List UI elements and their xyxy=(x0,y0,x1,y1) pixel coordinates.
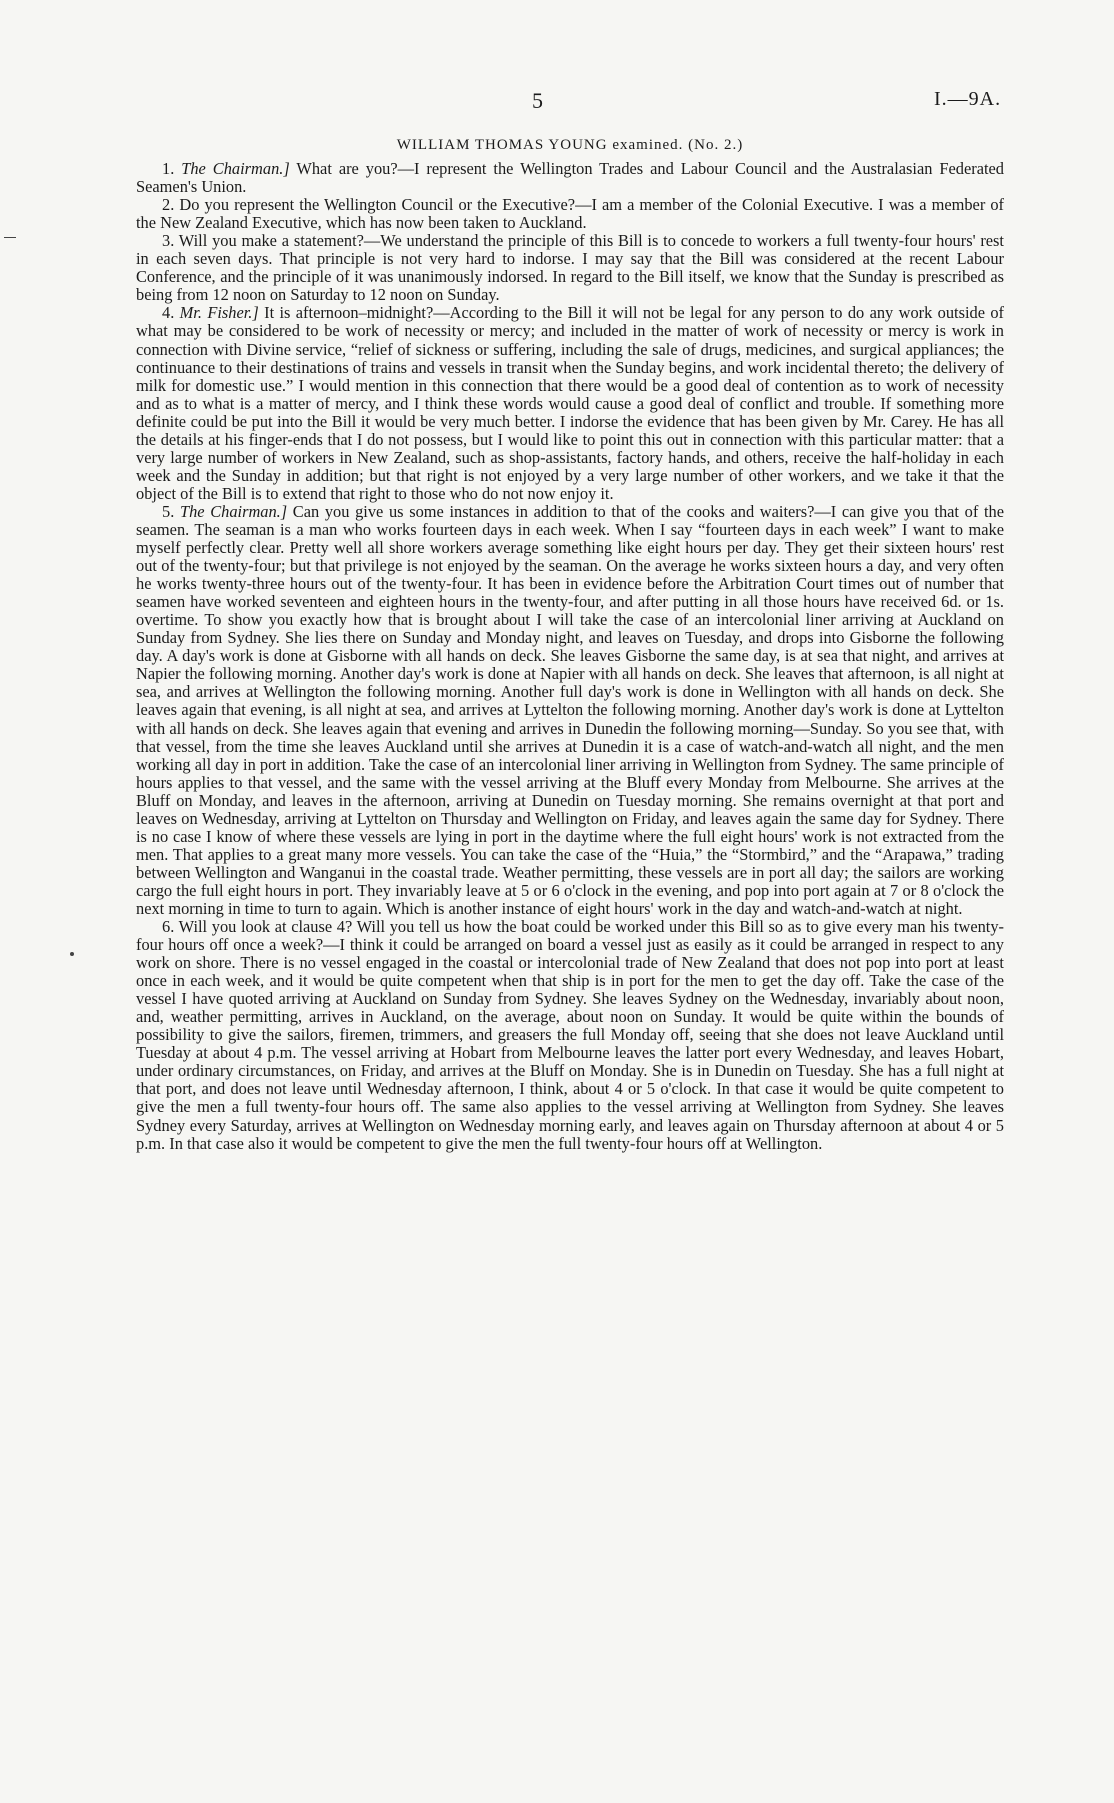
paragraph-text: It is afternoon–midnight?—According to the Bill it will not be legal for any person to do any work outside of what may be considered to be work of necessity or mercy; and included in the matter of work of necessity or mercy is work in connection with Divine service, “relief of sickness or suffering, including the sale of drugs, medicines, and surgical appliances; the continuance to their destinations of trains and vessels in transit when the Sunday begins, and work incidental thereto; the delivery of milk for domestic use.” I would mention in this connection that there would be a good deal of contention as to work of necessity and as to what is a matter of mercy, and I think these words would cause a good deal of conflict and trouble. If something more definite could be put into the Bill it would be very much better. I indorse the evidence that has been given by Mr. Carey. He has all the details at his finger-ends that I do not possess, but I would like to point this out in connection with this particular matter: that a very large number of workers in New Zealand, such as shop-assistants, factory hands, and others, receive the half-holiday in each week and the Sunday in addition; but that right is not enjoyed by a very large number of other workers, and we take it that the object of the Bill is to extend that right to those who do not now enjoy it. xyxy=(136,303,1004,503)
paragraph-number: 2. xyxy=(162,195,175,215)
document-reference: I.—9A. xyxy=(934,88,1002,110)
paragraph-text: Do you represent the Wellington Council or the Executive?—I am a member of the Colonial Executive. I was a member of the New Zealand Executive, which has now been taken to Auckland. xyxy=(136,195,1004,233)
margin-mark xyxy=(4,237,16,238)
paragraph-number: 4. xyxy=(162,303,175,323)
paragraph-text: Will you make a statement?—We understand the principle of this Bill is to concede to workers a full twenty-four hours' rest in each seven days. That principle is not very hard to indorse. I may say that the Bill was considered at the recent Labour Conference, and the principle of it was unanimously indorsed. In regard to the Bill itself, we know that the Sunday is prescribed as being from 12 noon on Saturday to 12 noon on Sunday. xyxy=(136,231,1004,305)
body-text xyxy=(136,136,1004,1153)
speaker: The Chairman.] xyxy=(179,501,288,521)
paragraph-number: 6. xyxy=(162,917,175,937)
paragraph xyxy=(136,503,1004,918)
paragraph-text: Can you give us some instances in addition to that of the cooks and waiters?—I can give you that of the seamen. The seaman is a man who works fourteen days in each week. When I say “fourteen days in each week” I want to make myself perfectly clear. Pretty well all shore workers average something like eight hours per day. They get their sixteen hours' rest out of the twenty-four; but that privilege is not enjoyed by the seaman. On the average he works sixteen hours a day, and very often he works twenty-three hours out of the twenty-four. It has been in evidence before the Arbitration Court times out of number that seamen have worked seventeen and eighteen hours in the twenty-four, and after putting in all those hours have received 6d. or 1s. overtime. To show you exactly how that is brought about I will take the case of an intercolonial liner arriving at Auckland on Sunday from Sydney. She lies there on Sunday and Monday night, and leaves on Tuesday, and drops into Gisborne the following day. A day's work is done at Gisborne with all hands on deck. She leaves Gisborne the same day, is at sea that night, and arrives at Napier the following morning. Another day's work is done at Napier with all hands on deck. She leaves that afternoon, is all night at sea, and arrives at Wellington the following morning. Another full day's work is done in Wellington with all hands on deck. She leaves again that evening, is all night at sea, and arrives at Lyttelton the following morning. Another day's work is done at Lyttelton with all hands on deck. She leaves again that evening and arrives in Dunedin the following morning—Sunday. So you see that, with that vessel, from the time she leaves Auckland until she arrives at Dunedin it is a case of watch-and-watch all night, and the men working all day in port in addition. Take the case of an intercolonial liner arriving in Wellington from Sydney. The same principle of hours applies to that vessel, and the same with the vessel arriving at the Bluff every Monday from Melbourne. She arrives at the Bluff on Monday, and leaves in the afternoon, arriving at Dunedin on Tuesday morning. She remains overnight at that port and leaves on Wednesday, arriving at Lyttelton on Thursday and Wellington on Friday, and leaves again the same day for Sydney. There is no case I know of where these vessels are lying in port in the daytime where the full eight hours' work is not extracted from the men. That applies to a great many more vessels. You can take the case of the “Huia,” the “Stormbird,” and the “Arapawa,” trading between Wellington and Wanganui in the coastal trade. Weather permitting, these vessels are in port all day; the sailors are working cargo the full eight hours in port. They invariably leave at 5 or 6 o'clock in the evening, and pop into port again at 7 or 8 o'clock the next morning in time to turn to again. Which is another instance of eight hours' work in the day and watch-and-watch at night. xyxy=(136,501,1004,918)
paragraph-number: 1. xyxy=(162,159,175,179)
paragraph-text: What are you?—I represent the Wellington Trades and Labour Council and the Australasian Federated Seamen's Union. xyxy=(136,159,1004,197)
speaker: The Chairman.] xyxy=(181,159,290,179)
paragraph xyxy=(136,232,1004,304)
page-number: 5 xyxy=(532,88,544,113)
speaker: Mr. Fisher.] xyxy=(179,303,259,323)
paragraph xyxy=(136,304,1004,503)
paragraph xyxy=(136,160,1004,196)
margin-mark xyxy=(70,952,74,956)
paragraph xyxy=(136,918,1004,1153)
paragraph-text: Will you look at clause 4? Will you tell us how the boat could be worked under this Bill so as to give every man his twenty-four hours off once a week?—I think it could be arranged on board a vessel just as easily as it could be arranged in respect to any work on shore. There is no vessel engaged in the coastal or intercolonial trade of New Zealand that does not pop into port at least once in each week, and it would be quite competent when that ship is in port for the men to get the day off. Take the case of the vessel I have quoted arriving at Auckland on Sunday from Sydney. She leaves Sydney on the Wednesday, invariably about noon, and, weather permitting, arrives in Auckland, on the average, about noon on Sunday. It would be quite within the bounds of possibility to give the sailors, firemen, trimmers, and greasers the full Monday off, seeing that she does not leave Auckland until Tuesday at about 4 p.m. The vessel arriving at Hobart from Melbourne leaves the latter port every Wednesday, and leaves Hobart, under ordinary circumstances, on Friday, and arrives at the Bluff on Monday. She is in Dunedin on Tuesday. She has a full night at that port, and does not leave until Wednesday afternoon, I think, about 4 or 5 o'clock. In that case it would be quite competent to give the men a full twenty-four hours off. The same also applies to the vessel arriving at Wellington from Sydney. She leaves Sydney every Saturday, arrives at Wellington on Wednesday morning early, and leaves again on Thursday afternoon at about 4 or 5 p.m. In that case also it would be competent to give the men the full twenty-four hours off at Wellington. xyxy=(136,917,1004,1153)
examination-heading: WILLIAM THOMAS YOUNG examined. (No. 2.) xyxy=(396,137,744,153)
paragraph-number: 3. xyxy=(162,231,175,251)
paragraph xyxy=(136,196,1004,232)
paragraph-number: 5. xyxy=(162,501,175,521)
